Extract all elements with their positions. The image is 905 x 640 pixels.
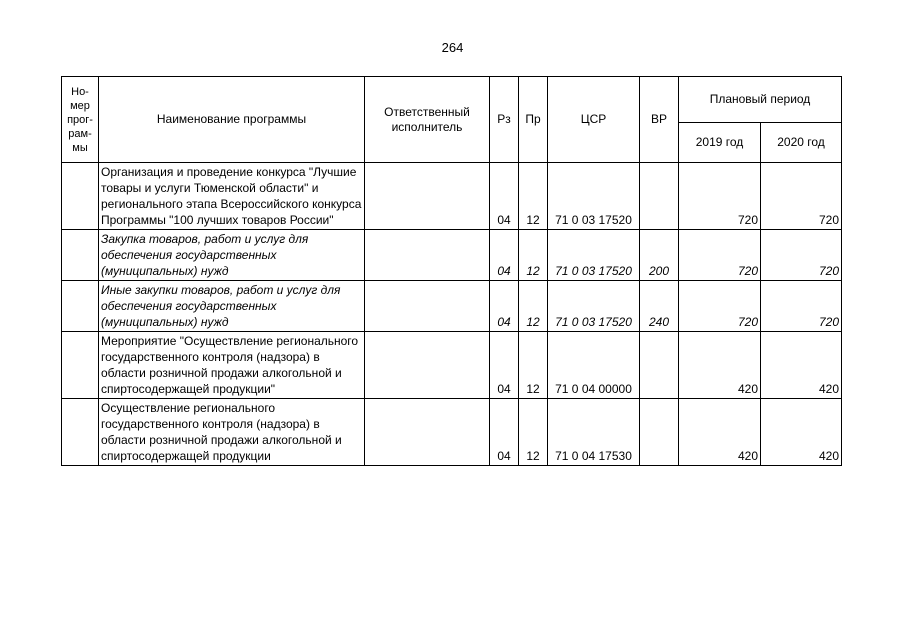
- row-executor: [365, 163, 490, 230]
- row-csr: 71 0 03 17520: [548, 281, 640, 332]
- table-row: [62, 230, 842, 281]
- col-header-number: Но-мер прог-рам-мы: [62, 77, 99, 163]
- row-number: [62, 163, 99, 230]
- row-name: Осуществление регионального государственного контроля (надзора) в области розничной продажи алкогольной и спиртосодержащей продукции: [99, 399, 365, 466]
- row-rz: 04: [490, 399, 519, 466]
- row-name: Иные закупки товаров, работ и услуг для обеспечения государственных (муниципальных) нужд: [99, 281, 365, 332]
- table-row: [62, 281, 842, 332]
- col-header-executor: Ответственный исполнитель: [365, 77, 490, 163]
- row-csr: 71 0 03 17520: [548, 163, 640, 230]
- row-pr: 12: [519, 230, 548, 281]
- row-rz: 04: [490, 230, 519, 281]
- table-row: [62, 399, 842, 466]
- col-header-planned-period: Плановый период: [679, 77, 842, 123]
- row-executor: [365, 230, 490, 281]
- row-number: [62, 281, 99, 332]
- row-vr: [640, 399, 679, 466]
- row-name: Закупка товаров, работ и услуг для обеспечения государственных (муниципальных) нужд: [99, 230, 365, 281]
- row-pr: 12: [519, 163, 548, 230]
- header-row: [62, 77, 842, 123]
- col-header-2019: 2019 год: [679, 123, 761, 163]
- table-row: [62, 163, 842, 230]
- row-vr: 240: [640, 281, 679, 332]
- col-header-vr: ВР: [640, 77, 679, 163]
- row-vr: 200: [640, 230, 679, 281]
- col-header-csr: ЦСР: [548, 77, 640, 163]
- col-header-rz: Рз: [490, 77, 519, 163]
- row-rz: 04: [490, 163, 519, 230]
- row-vr: [640, 332, 679, 399]
- col-header-2020: 2020 год: [761, 123, 842, 163]
- row-2020: 720: [761, 281, 842, 332]
- row-2020: 420: [761, 399, 842, 466]
- row-number: [62, 332, 99, 399]
- row-pr: 12: [519, 281, 548, 332]
- row-name: Мероприятие "Осуществление регионального государственного контроля (надзора) в области розничной продажи алкогольной и спиртосодержащей продукции": [99, 332, 365, 399]
- row-2020: 420: [761, 332, 842, 399]
- row-pr: 12: [519, 399, 548, 466]
- budget-table: [61, 76, 842, 466]
- row-executor: [365, 281, 490, 332]
- row-vr: [640, 163, 679, 230]
- row-2020: 720: [761, 230, 842, 281]
- row-executor: [365, 399, 490, 466]
- page-number: 264: [441, 40, 464, 55]
- row-csr: 71 0 04 17530: [548, 399, 640, 466]
- col-header-pr: Пр: [519, 77, 548, 163]
- row-2019: 720: [679, 230, 761, 281]
- row-number: [62, 230, 99, 281]
- col-header-name: Наименование программы: [99, 77, 365, 163]
- row-2019: 420: [679, 332, 761, 399]
- row-name: Организация и проведение конкурса "Лучшие товары и услуги Тюменской области" и регионального этапа Всероссийского конкурса Программы "100 лучших товаров России": [99, 163, 365, 230]
- row-number: [62, 399, 99, 466]
- row-csr: 71 0 03 17520: [548, 230, 640, 281]
- row-rz: 04: [490, 332, 519, 399]
- row-2020: 720: [761, 163, 842, 230]
- row-2019: 420: [679, 399, 761, 466]
- row-2019: 720: [679, 281, 761, 332]
- row-2019: 720: [679, 163, 761, 230]
- row-csr: 71 0 04 00000: [548, 332, 640, 399]
- row-executor: [365, 332, 490, 399]
- row-pr: 12: [519, 332, 548, 399]
- row-rz: 04: [490, 281, 519, 332]
- table-row: [62, 332, 842, 399]
